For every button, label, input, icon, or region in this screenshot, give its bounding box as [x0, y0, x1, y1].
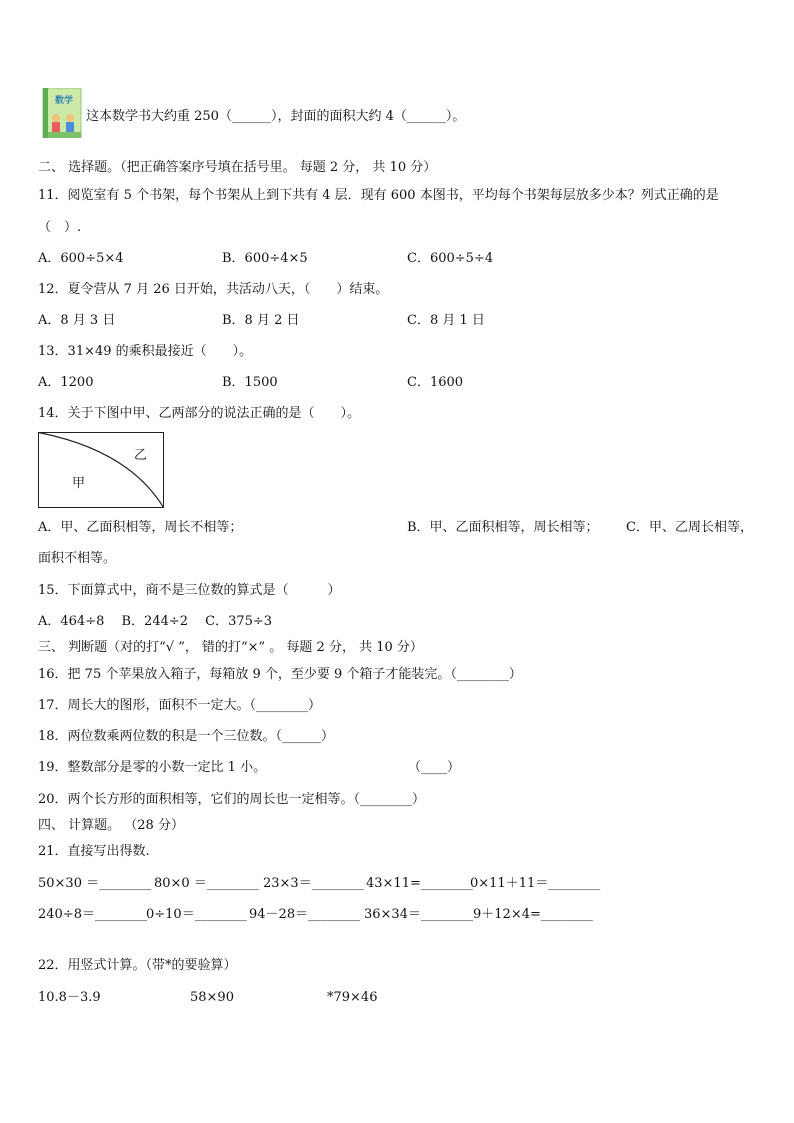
q14-option-c-continued: 面积不相等。: [38, 551, 117, 566]
q11-option-c: C．600÷5÷4: [407, 251, 494, 266]
q14-option-c: C．甲、乙周长相等，: [626, 520, 753, 535]
math-textbook-cover-image: [42, 88, 82, 138]
q14-figure: [38, 432, 164, 508]
q15-options: A．464÷8 B．244÷2 C．375÷3: [38, 614, 273, 629]
q13-stem: 13．31×49 的乘积最接近（ ）。: [38, 344, 253, 359]
q11-stem-blank: （ ）.: [38, 220, 82, 235]
q22-item: 58×90: [190, 990, 234, 1005]
q14-label-jia: 甲: [72, 476, 86, 491]
q19: 19．整数部分是零的小数一定比 1 小。: [38, 760, 267, 775]
q13-option-c: C．1600: [407, 375, 464, 390]
q19-answer-blank: （____）: [408, 760, 461, 775]
q13-option-a: A．1200: [38, 375, 94, 390]
q21-item: 50×30 ＝________: [38, 876, 152, 891]
section-3-heading: 三、 判断题（对的打“√ ”， 错的打“×” 。 每题 2 分， 共 10 分）: [38, 640, 423, 655]
q18: 18．两位数乘两位数的积是一个三位数。（______）: [38, 729, 335, 744]
q21-item: 43×11=________: [366, 876, 473, 891]
q21-stem: 21．直接写出得数.: [38, 844, 150, 859]
section-2-heading: 二、 选择题。（把正确答案序号填在括号里。 每题 2 分， 共 10 分）: [38, 160, 437, 175]
q13-option-b: B．1500: [222, 375, 278, 390]
q14-label-yi: 乙: [134, 448, 148, 463]
q21-item: 240÷8＝________: [38, 907, 147, 922]
book-cover-title: 数学: [54, 96, 74, 106]
q21-item: 80×0 ＝________: [154, 876, 259, 891]
question-book-weight: 这本数学书大约重 250（______），封面的面积大约 4（______）。: [86, 109, 466, 124]
q22-stem: 22．用竖式计算。（带*的要验算）: [38, 958, 237, 973]
q21-item: 36×34＝________: [364, 907, 473, 922]
q12-option-b: B．8 月 2 日: [222, 313, 300, 328]
q14-option-b: B．甲、乙面积相等，周长相等；: [407, 520, 599, 535]
q11-option-b: B．600÷4×5: [222, 251, 308, 266]
q14-stem: 14．关于下图中甲、乙两部分的说法正确的是（ ）。: [38, 406, 361, 421]
q16: 16．把 75 个苹果放入箱子，每箱放 9 个，至少要 9 个箱子才能装完。（________）: [38, 667, 522, 682]
q20: 20．两个长方形的面积相等，它们的周长也一定相等。（________）: [38, 792, 426, 807]
q12-option-a: A．8 月 3 日: [38, 313, 116, 328]
q22-item: 10.8－3.9: [38, 990, 101, 1005]
q21-item: 0÷10＝________: [146, 907, 247, 922]
q12-stem: 12．夏令营从 7 月 26 日开始，共活动八天，（ ）结束。: [38, 282, 389, 297]
q17: 17．周长大的图形，面积不一定大。（________）: [38, 698, 322, 713]
q11-stem: 11．阅览室有 5 个书架，每个书架从上到下共有 4 层．现有 600 本图书，平均每个书架每层放多少本？列式正确的是: [38, 188, 719, 203]
q21-item: 94－28＝________: [249, 907, 361, 922]
q15-stem: 15．下面算式中，商不是三位数的算式是（ ）: [38, 583, 341, 598]
q21-item: 23×3＝________: [263, 876, 364, 891]
q11-option-a: A．600÷5×4: [38, 251, 124, 266]
q22-item: *79×46: [327, 990, 378, 1005]
section-4-heading: 四、 计算题。 （28 分）: [38, 818, 184, 833]
q12-option-c: C．8 月 1 日: [407, 313, 485, 328]
q21-item: 0×11＋11＝________: [470, 876, 601, 891]
q21-item: 9＋12×4=________: [473, 907, 593, 922]
q14-option-a: A．甲、乙面积相等，周长不相等；: [38, 520, 243, 535]
